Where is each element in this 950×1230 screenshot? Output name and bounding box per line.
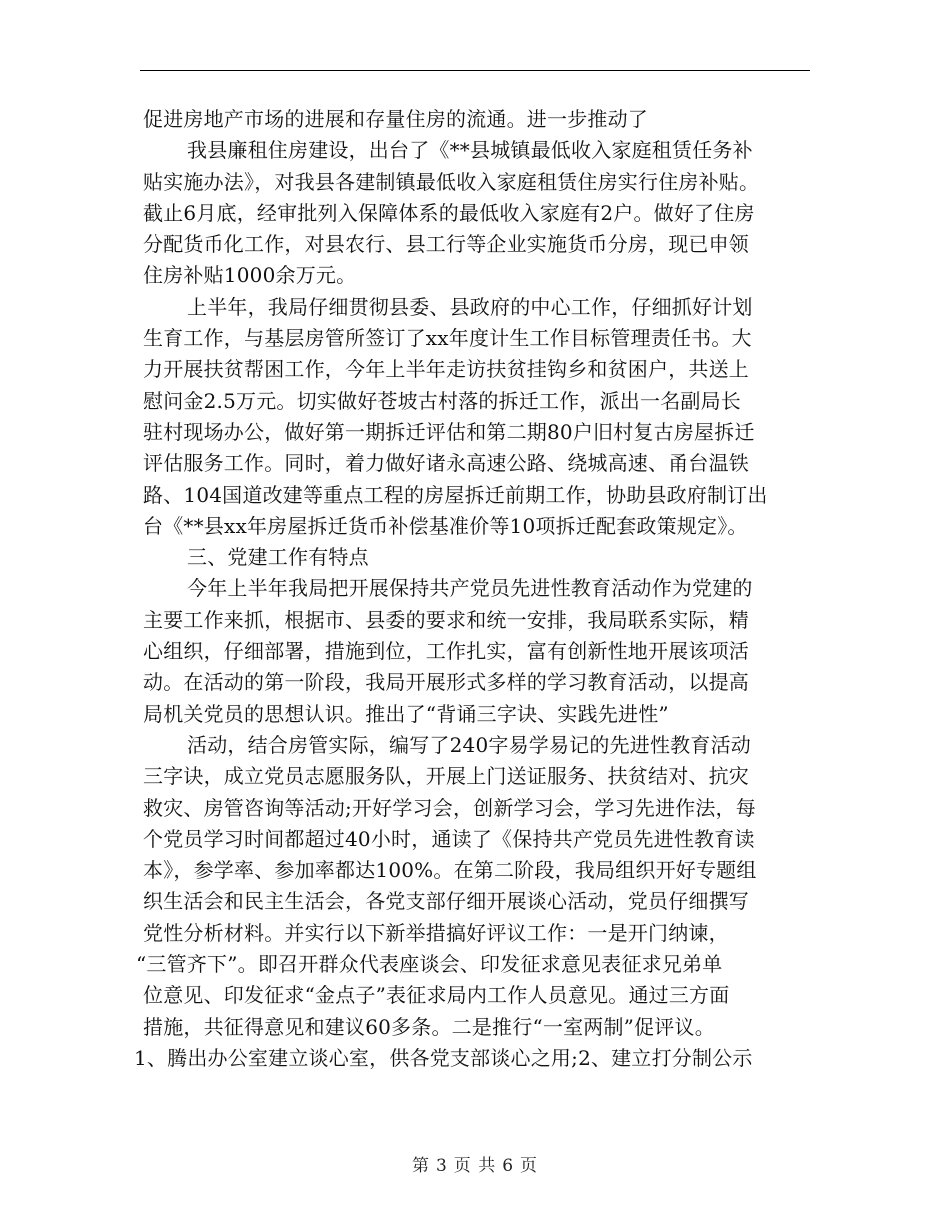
section-heading: 三、党建工作有特点 xyxy=(187,545,369,570)
text-line: 位意见、印发征求“金点子”表征求局内工作人员意见。通过三方面 xyxy=(143,983,730,1008)
text-line: 促进房地产市场的进展和存量住房的流通。进一步推动了 xyxy=(143,107,648,131)
text-line: 贴实施办法》，对我县各建制镇最低收入家庭租赁住房实行住房补贴。 xyxy=(143,169,760,194)
text-line: 截止6月底，经审批列入保障体系的最低收入家庭有2户。做好了住房 xyxy=(143,200,755,225)
text-line: 住房补贴1000余万元。 xyxy=(143,263,357,288)
header-rule xyxy=(140,70,810,71)
text-line: 1、腾出办公室建立谈心室，供各党支部谈心之用;2、建立打分制公示 xyxy=(134,1045,753,1070)
text-line: 救灾、房管咨询等活动;开好学习会，创新学习会，学习先进作法，每 xyxy=(143,795,756,820)
text-line: 驻村现场办公，做好第一期拆迁评估和第二期80户旧村复古房屋拆迁 xyxy=(143,419,755,444)
text-line: 动。在活动的第一阶段，我局开展形式多样的学习教育活动，以提高 xyxy=(143,670,749,695)
text-line: 织生活会和民主生活会，各党支部仔细开展谈心活动，党员仔细撰写 xyxy=(143,889,749,914)
text-line: 党性分析材料。并实行以下新举措搞好评议工作：一是开门纳谏， xyxy=(143,920,729,945)
text-line: 本》，参学率、参加率都达100%。在第二阶段，我局组织开好专题组 xyxy=(143,858,757,883)
text-line: 个党员学习时间都超过40小时，通读了《保持共产党员先进性教育读 xyxy=(143,826,755,851)
text-line: 局机关党员的思想认识。推出了“背诵三字诀、实践先进性” xyxy=(143,701,669,726)
text-line: “三管齐下”。即召开群众代表座谈会、印发征求意见表征求兄弟单 xyxy=(136,952,723,977)
text-line: 措施，共征得意见和建议60多条。二是推行“一室两制”促评议。 xyxy=(143,1014,715,1039)
text-line: 生育工作，与基层房管所签订了xx年度计生工作目标管理责任书。大 xyxy=(143,326,752,351)
paragraph-start: 上半年，我局仔细贯彻县委、县政府的中心工作，仔细抓好计划 xyxy=(187,294,753,319)
paragraph-start: 我县廉租住房建设，出台了《**县城镇最低收入家庭租赁任务补 xyxy=(187,138,753,163)
page-prefix: 第 xyxy=(411,1156,430,1176)
text-line: 心组织，仔细部署，措施到位，工作扎实，富有创新性地开展该项活 xyxy=(143,639,749,664)
page-total: 6 xyxy=(502,1156,515,1176)
text-line: 慰问金2.5万元。切实做好苍坡古村落的拆迁工作，派出一名副局长 xyxy=(143,388,742,413)
document-body xyxy=(134,104,813,1074)
text-line: 台《**县xx年房屋拆迁货币补偿基准价等10项拆迁配套政策规定》。 xyxy=(143,513,748,538)
text-line: 分配货币化工作，对县农行、县工行等企业实施货币分房，现已申领 xyxy=(143,232,749,257)
text-line: 三字诀，成立党员志愿服务队，开展上门送证服务、扶贫结对、抗灾 xyxy=(143,764,749,789)
paragraph-start: 活动，结合房管实际，编写了240字易学易记的先进性教育活动 xyxy=(187,732,751,757)
paragraph-start: 今年上半年我局把开展保持共产党员先进性教育活动作为党建的 xyxy=(187,576,753,601)
page-current: 3 xyxy=(435,1156,448,1176)
text-line: 力开展扶贫帮困工作，今年上半年走访扶贫挂钩乡和贫困户，共送上 xyxy=(143,357,749,382)
page-number-footer xyxy=(0,1155,950,1177)
page-suffix: 页 xyxy=(520,1156,539,1176)
text-line: 主要工作来抓，根据市、县委的要求和统一安排，我局联系实际，精 xyxy=(143,607,749,632)
text-line: 路、104国道改建等重点工程的房屋拆迁前期工作，协助县政府制订出 xyxy=(143,482,768,507)
page-mid: 页 共 xyxy=(453,1156,497,1176)
text-line: 评估服务工作。同时，着力做好诸永高速公路、绕城高速、甬台温铁 xyxy=(143,451,749,476)
